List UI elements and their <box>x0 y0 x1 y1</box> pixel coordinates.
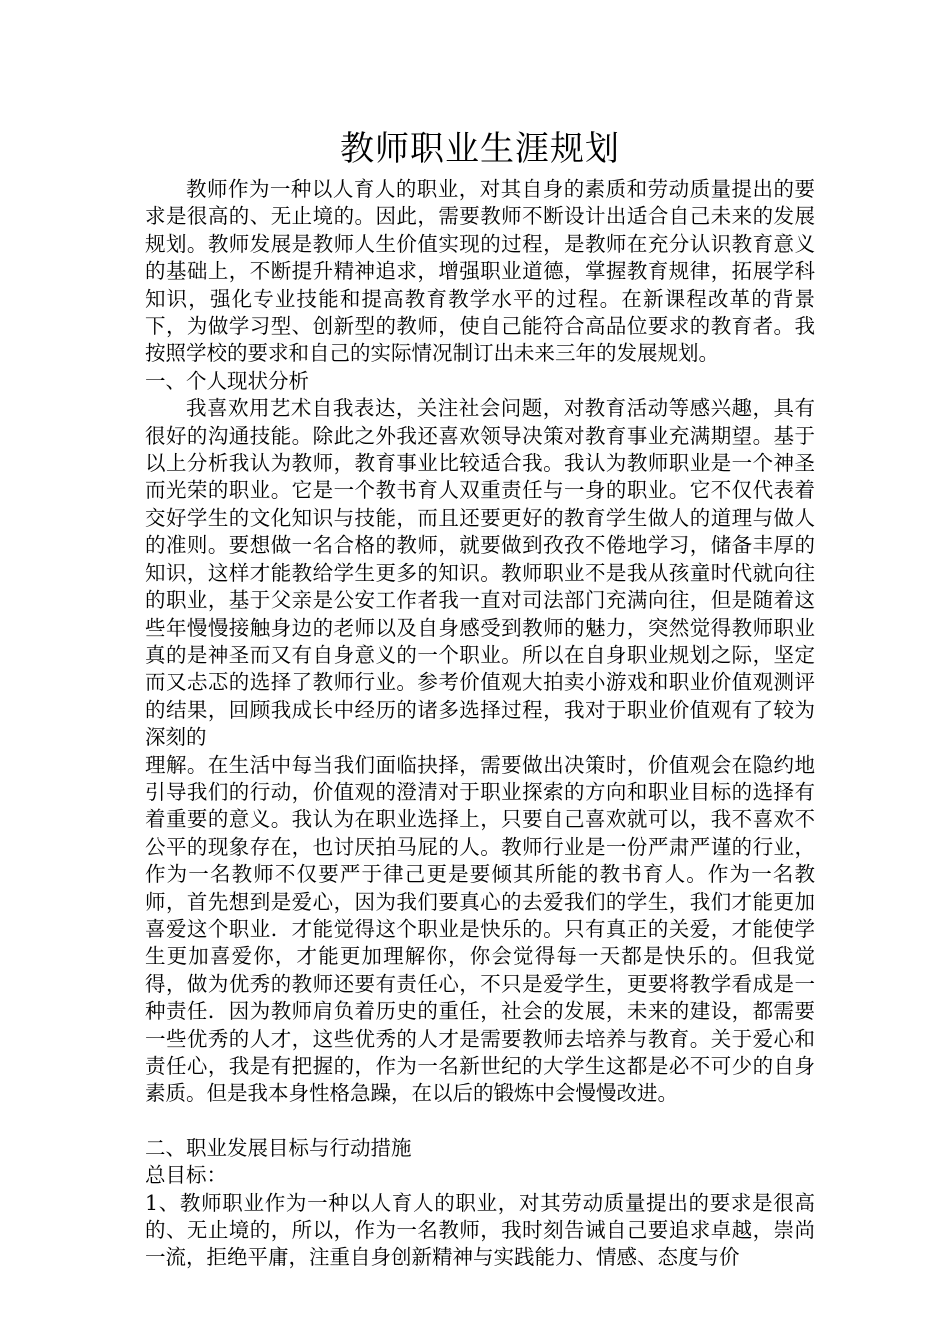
document-page <box>145 128 815 1270</box>
goal-item-1: 1、教师职业作为一种以人育人的职业，对其劳动质量提出的要求是很高的、无止境的，所以，作为一名教师，我时刻告诫自己要追求卓越，崇尚一流，拒绝平庸，注重自身创新精神与实践能力、情感、态度与价 <box>145 1190 815 1270</box>
section2-heading: 二、职业发展目标与行动措施 <box>145 1135 412 1160</box>
section1-heading: 一、个人现状分析 <box>145 368 309 393</box>
goal-label: 总目标： <box>145 1163 227 1188</box>
section1-paragraph: 我喜欢用艺术自我表达，关注社会问题，对教育活动等感兴趣，具有很好的沟通技能。除此之外我还喜欢领导决策对教育事业充满期望。基于以上分析我认为教师，教育事业比较适合我。我认为教师职业是一个神圣而光荣的职业。它是一个教书育人双重责任与一身的职业。它不仅代表着交好学生的文化知识与技能，而且还要更好的教育学生做人的道理与做人的准则。要想做一名合格的教师，就要做到孜孜不倦地学习，储备丰厚的知识，这样才能教给学生更多的知识。教师职业不是我从孩童时代就向往的职业，基于父亲是公安工作者我一直对司法部门充满向往，但是随着这些年慢慢接触身边的老师以及自身感受到教师的魅力，突然觉得教师职业真的是神圣而又有自身意义的一个职业。所以在自身职业规划之际，坚定而又忐忑的选择了教师行业。参考价值观大拍卖小游戏和职业价值观测评的结果，回顾我成长中经历的诸多选择过程，我对于职业价值观有了较为深刻的 <box>145 396 815 750</box>
document-title: 教师职业生涯规划 <box>340 129 620 169</box>
intro-paragraph: 教师作为一种以人育人的职业，对其自身的素质和劳动质量提出的要求是很高的、无止境的。因此，需要教师不断设计出适合自己未来的发展规划。教师发展是教师人生价值实现的过程，是教师在充分认识教育意义的基础上，不断提升精神追求，增强职业道德，掌握教育规律，拓展学科知识，强化专业技能和提高教育教学水平的过程。在新课程改革的背景下，为做学习型、创新型的教师，使自己能符合高品位要求的教育者。我按照学校的要求和自己的实际情况制订出未来三年的发展规划。 <box>145 177 815 366</box>
section1-paragraph-continued: 理解。在生活中每当我们面临抉择，需要做出决策时，价值观会在隐约地引导我们的行动，价值观的澄清对于职业探索的方向和职业目标的选择有着重要的意义。我认为在职业选择上，只要自己喜欢就可以，我不喜欢不公平的现象存在，也讨厌拍马屁的人。教师行业是一份严肃严谨的行业，作为一名教师不仅要严于律己更是要倾其所能的教书育人。作为一名教师，首先想到是爱心，因为我们要真心的去爱我们的学生，我们才能更加喜爱这个职业．才能觉得这个职业是快乐的。只有真正的关爱，才能使学生更加喜爱你，才能更加理解你，你会觉得每一天都是快乐的。但我觉得，做为优秀的教师还要有责任心，不只是爱学生，更要将教学看成是一种责任．因为教师肩负着历史的重任，社会的发展，未来的建设，都需要一些优秀的人才，这些优秀的人才是需要教师去培养与教育。关于爱心和责任心，我是有把握的，作为一名新世纪的大学生这都是必不可少的自身素质。但是我本身性格急躁，在以后的锻炼中会慢慢改进。 <box>145 752 815 1106</box>
blank-line <box>145 1108 815 1135</box>
